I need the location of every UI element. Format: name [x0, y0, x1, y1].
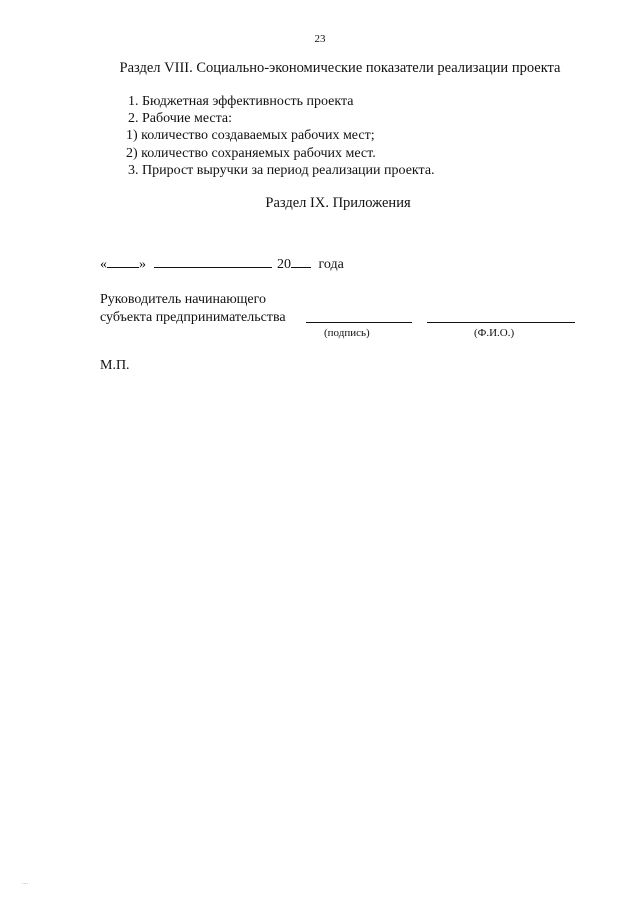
list-item: 2) количество сохраняемых рабочих мест. [126, 145, 376, 161]
list-item: 2. Рабочие места: [128, 111, 233, 127]
name-caption: (Ф.И.О.) [474, 327, 515, 339]
signatory-label-line1: Руководитель начинающего [100, 292, 267, 307]
date-suffix: года [318, 257, 344, 272]
year-prefix: 20 [277, 257, 291, 272]
day-blank [107, 256, 139, 268]
list-item: 3. Прирост выручки за период реализации проекта. [128, 162, 435, 178]
section-9-title: Раздел IX. Приложения [265, 195, 411, 211]
date-close-quote: » [139, 257, 146, 272]
footer-mark: .... [22, 880, 28, 886]
name-blank [427, 322, 575, 323]
stamp-placeholder: М.П. [100, 358, 130, 373]
list-item: 1. Бюджетная эффективность проекта [128, 94, 354, 109]
signatory-label-line2: субъекта предпринимательства [100, 310, 286, 325]
list-item: 1) количество создаваемых рабочих мест; [126, 128, 375, 144]
page-number: 23 [314, 33, 326, 45]
signature-blank [306, 322, 412, 323]
month-blank [154, 256, 272, 268]
signatory-label [100, 291, 286, 327]
section-8-title: Раздел VIII. Социально-экономические показатели реализации проекта [119, 60, 561, 76]
signature-caption: (подпись) [324, 327, 370, 339]
section-8-list [128, 93, 435, 179]
date-line [100, 256, 344, 273]
date-open-quote: « [100, 257, 107, 272]
year-blank [291, 256, 311, 268]
